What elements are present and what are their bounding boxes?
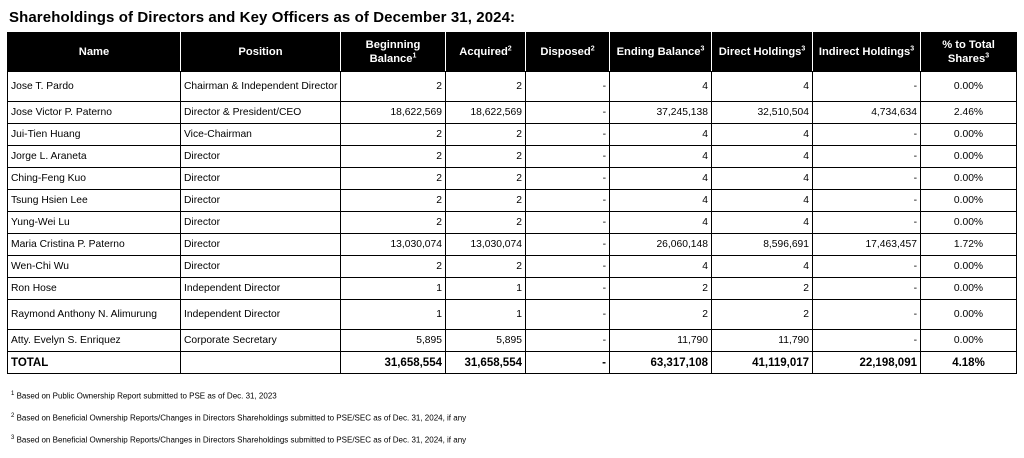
cell-acquired: 2 — [446, 168, 526, 190]
header-row — [8, 33, 1017, 72]
cell-pct: 0.00% — [921, 330, 1017, 352]
cell-name: Ching-Feng Kuo — [8, 168, 181, 190]
cell-direct: 2 — [712, 278, 813, 300]
table-row — [8, 234, 1017, 256]
header-name: Name — [8, 33, 181, 72]
footnote-1: $^1$ Based on Public Ownership Report submitted to PSE as of Dec. 31, 2023 — [11, 391, 277, 401]
cell-name: Atty. Evelyn S. Enriquez — [8, 330, 181, 352]
total-acquired: 31,658,554 — [446, 352, 526, 374]
header-disposed: Disposed$^2$ — [526, 33, 610, 72]
cell-indirect: - — [813, 168, 921, 190]
cell-direct: 4 — [712, 146, 813, 168]
cell-pct: 0.00% — [921, 300, 1017, 330]
footnote-3: $^3$ Based on Beneficial Ownership Reports/Changes in Directors Shareholdings submitted to PSE/SEC as of Dec. 31, 2024, if any — [11, 435, 467, 445]
table-row — [8, 146, 1017, 168]
cell-direct: 4 — [712, 256, 813, 278]
cell-direct: 11,790 — [712, 330, 813, 352]
cell-pct: 0.00% — [921, 168, 1017, 190]
cell-disposed: - — [526, 102, 610, 124]
cell-beginning: 2 — [341, 168, 446, 190]
cell-pct: 0.00% — [921, 146, 1017, 168]
cell-name: Jui-Tien Huang — [8, 124, 181, 146]
cell-position: Director — [181, 190, 341, 212]
cell-ending: 37,245,138 — [610, 102, 712, 124]
cell-ending: 4 — [610, 72, 712, 102]
cell-acquired: 2 — [446, 146, 526, 168]
cell-beginning: 1 — [341, 300, 446, 330]
cell-beginning: 2 — [341, 146, 446, 168]
cell-ending: 26,060,148 — [610, 234, 712, 256]
cell-position: Vice-Chairman — [181, 124, 341, 146]
cell-acquired: 2 — [446, 72, 526, 102]
cell-beginning: 1 — [341, 278, 446, 300]
cell-name: Jorge L. Araneta — [8, 146, 181, 168]
header-ending-balance: Ending Balance$^3$ — [610, 33, 712, 72]
cell-indirect: - — [813, 124, 921, 146]
cell-indirect: - — [813, 72, 921, 102]
cell-name: Wen-Chi Wu — [8, 256, 181, 278]
cell-disposed: - — [526, 300, 610, 330]
total-pct: 4.18% — [921, 352, 1017, 374]
cell-disposed: - — [526, 168, 610, 190]
cell-direct: 4 — [712, 72, 813, 102]
cell-indirect: - — [813, 300, 921, 330]
cell-direct: 4 — [712, 124, 813, 146]
cell-disposed: - — [526, 234, 610, 256]
cell-indirect: - — [813, 256, 921, 278]
cell-acquired: 2 — [446, 256, 526, 278]
cell-position: Corporate Secretary — [181, 330, 341, 352]
cell-ending: 4 — [610, 190, 712, 212]
table-body — [8, 72, 1017, 374]
table-row — [8, 256, 1017, 278]
total-ending: 63,317,108 — [610, 352, 712, 374]
cell-disposed: - — [526, 330, 610, 352]
cell-beginning: 5,895 — [341, 330, 446, 352]
cell-position: Director — [181, 212, 341, 234]
cell-position: Director — [181, 256, 341, 278]
cell-pct: 0.00% — [921, 256, 1017, 278]
cell-indirect: 17,463,457 — [813, 234, 921, 256]
cell-pct: 0.00% — [921, 124, 1017, 146]
header-acquired: Acquired$^2$ — [446, 33, 526, 72]
total-indirect: 22,198,091 — [813, 352, 921, 374]
cell-disposed: - — [526, 72, 610, 102]
cell-indirect: 4,734,634 — [813, 102, 921, 124]
header-direct-holdings: Direct Holdings$^3$ — [712, 33, 813, 72]
header-pct-total-shares: % to Total Shares$^3$ — [921, 33, 1017, 72]
cell-position: Independent Director — [181, 278, 341, 300]
cell-beginning: 2 — [341, 212, 446, 234]
cell-beginning: 2 — [341, 124, 446, 146]
shareholdings-table — [7, 32, 1017, 374]
cell-beginning: 2 — [341, 72, 446, 102]
cell-pct: 0.00% — [921, 212, 1017, 234]
header-position: Position — [181, 33, 341, 72]
cell-direct: 32,510,504 — [712, 102, 813, 124]
table-row — [8, 330, 1017, 352]
cell-ending: 2 — [610, 300, 712, 330]
cell-name: Tsung Hsien Lee — [8, 190, 181, 212]
table-row — [8, 72, 1017, 102]
cell-acquired: 18,622,569 — [446, 102, 526, 124]
cell-name: Ron Hose — [8, 278, 181, 300]
total-position — [181, 352, 341, 374]
total-beginning: 31,658,554 — [341, 352, 446, 374]
cell-name: Maria Cristina P. Paterno — [8, 234, 181, 256]
table-row — [8, 124, 1017, 146]
cell-indirect: - — [813, 330, 921, 352]
table-row — [8, 190, 1017, 212]
cell-beginning: 2 — [341, 190, 446, 212]
cell-disposed: - — [526, 212, 610, 234]
cell-ending: 11,790 — [610, 330, 712, 352]
cell-pct: 0.00% — [921, 72, 1017, 102]
total-label: TOTAL — [8, 352, 181, 374]
cell-position: Director — [181, 168, 341, 190]
cell-direct: 8,596,691 — [712, 234, 813, 256]
cell-disposed: - — [526, 256, 610, 278]
cell-acquired: 13,030,074 — [446, 234, 526, 256]
header-beginning-balance: Beginning Balance$^1$ — [341, 33, 446, 72]
cell-acquired: 2 — [446, 212, 526, 234]
cell-direct: 4 — [712, 212, 813, 234]
cell-beginning: 18,622,569 — [341, 102, 446, 124]
footnote-2: $^2$ Based on Beneficial Ownership Reports/Changes in Directors Shareholdings submitted to PSE/SEC as of Dec. 31, 2024, if any — [11, 413, 467, 423]
cell-position: Director — [181, 146, 341, 168]
cell-acquired: 2 — [446, 190, 526, 212]
cell-ending: 4 — [610, 256, 712, 278]
cell-disposed: - — [526, 146, 610, 168]
table-row — [8, 212, 1017, 234]
cell-acquired: 1 — [446, 278, 526, 300]
table-row — [8, 278, 1017, 300]
cell-position: Independent Director — [181, 300, 341, 330]
cell-direct: 4 — [712, 168, 813, 190]
total-row — [8, 352, 1017, 374]
cell-pct: 1.72% — [921, 234, 1017, 256]
cell-ending: 4 — [610, 146, 712, 168]
cell-indirect: - — [813, 190, 921, 212]
table-row — [8, 300, 1017, 330]
cell-disposed: - — [526, 124, 610, 146]
cell-indirect: - — [813, 146, 921, 168]
cell-ending: 4 — [610, 212, 712, 234]
cell-acquired: 2 — [446, 124, 526, 146]
cell-pct: 0.00% — [921, 190, 1017, 212]
cell-direct: 2 — [712, 300, 813, 330]
cell-pct: 0.00% — [921, 278, 1017, 300]
cell-name: Jose T. Pardo — [8, 72, 181, 102]
cell-disposed: - — [526, 190, 610, 212]
cell-name: Yung-Wei Lu — [8, 212, 181, 234]
cell-beginning: 13,030,074 — [341, 234, 446, 256]
total-disposed: - — [526, 352, 610, 374]
table-row — [8, 168, 1017, 190]
table-title: Shareholdings of Directors and Key Officers as of December 31, 2024: — [9, 9, 516, 26]
cell-ending: 4 — [610, 124, 712, 146]
cell-beginning: 2 — [341, 256, 446, 278]
cell-acquired: 1 — [446, 300, 526, 330]
cell-ending: 4 — [610, 168, 712, 190]
cell-name: Raymond Anthony N. Alimurung — [8, 300, 181, 330]
cell-acquired: 5,895 — [446, 330, 526, 352]
cell-name: Jose Victor P. Paterno — [8, 102, 181, 124]
cell-direct: 4 — [712, 190, 813, 212]
cell-ending: 2 — [610, 278, 712, 300]
cell-pct: 2.46% — [921, 102, 1017, 124]
cell-position: Director & President/CEO — [181, 102, 341, 124]
cell-position: Chairman & Independent Director — [181, 72, 341, 102]
table-row — [8, 102, 1017, 124]
cell-indirect: - — [813, 212, 921, 234]
cell-indirect: - — [813, 278, 921, 300]
cell-disposed: - — [526, 278, 610, 300]
header-indirect-holdings: Indirect Holdings$^3$ — [813, 33, 921, 72]
total-direct: 41,119,017 — [712, 352, 813, 374]
cell-position: Director — [181, 234, 341, 256]
